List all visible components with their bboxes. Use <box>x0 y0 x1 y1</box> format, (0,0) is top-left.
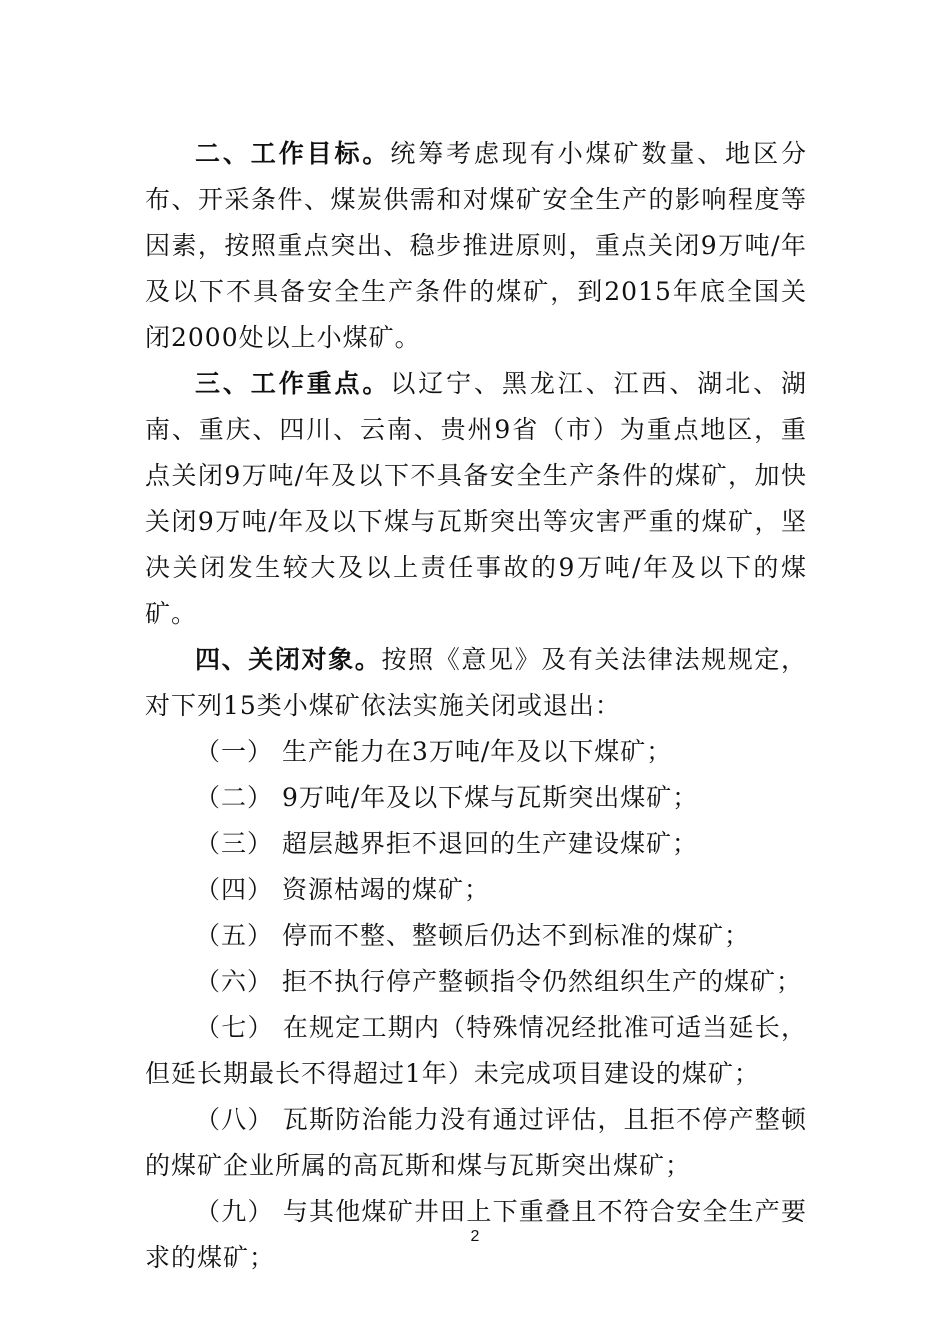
section-text: 统筹考虑现有小煤矿数量、地区分布、开采条件、煤炭供需和对煤矿安全生产的影响程度等因素，按照重点突出、稳步推进原则，重点关闭9万吨/年及以下不具备安全生产条件的煤矿，到2015年底全国关闭2000处以上小煤矿。 <box>145 139 807 352</box>
section-text: 以辽宁、黑龙江、江西、湖北、湖南、重庆、四川、云南、贵州9省（市）为重点地区，重点关闭9万吨/年及以下不具备安全生产条件的煤矿，加快关闭9万吨/年及以下煤与瓦斯突出等灾害严重的煤矿，坚决关闭发生较大及以上责任事故的9万吨/年及以下的煤矿。 <box>145 369 807 628</box>
list-item: （一） 生产能力在3万吨/年及以下煤矿； <box>195 737 673 766</box>
section-heading: 四、关闭对象。 <box>195 645 382 674</box>
list-item: （二） 9万吨/年及以下煤与瓦斯突出煤矿； <box>195 783 699 812</box>
list-item: （五） 停而不整、整顿后仍达不到标准的煤矿； <box>195 921 750 950</box>
list-item: （七） 在规定工期内（特殊情况经批准可适当延长，但延长期最长不得超过1年）未完成项目建设的煤矿； <box>145 1013 807 1088</box>
list-item: （四） 资源枯竭的煤矿； <box>195 875 490 904</box>
section-targets <box>145 637 807 729</box>
list-item: （八） 瓦斯防治能力没有通过评估，且拒不停产整顿的煤矿企业所属的高瓦斯和煤与瓦斯突出煤矿； <box>145 1105 807 1180</box>
section-focus <box>145 361 807 637</box>
section-heading: 二、工作目标。 <box>195 139 391 168</box>
section-heading: 三、工作重点。 <box>195 369 391 398</box>
list-item: （三） 超层越界拒不退回的生产建设煤矿； <box>195 829 698 858</box>
list-item: （六） 拒不执行停产整顿指令仍然组织生产的煤矿； <box>195 967 802 996</box>
section-goal <box>145 131 807 361</box>
list-item: （九） 与其他煤矿井田上下重叠且不符合安全生产要求的煤矿； <box>145 1197 807 1272</box>
document-body <box>145 131 807 1281</box>
page-number: 2 <box>470 1228 480 1245</box>
section-text: 按照《意见》及有关法律法规规定，对下列15类小煤矿依法实施关闭或退出： <box>145 645 807 720</box>
